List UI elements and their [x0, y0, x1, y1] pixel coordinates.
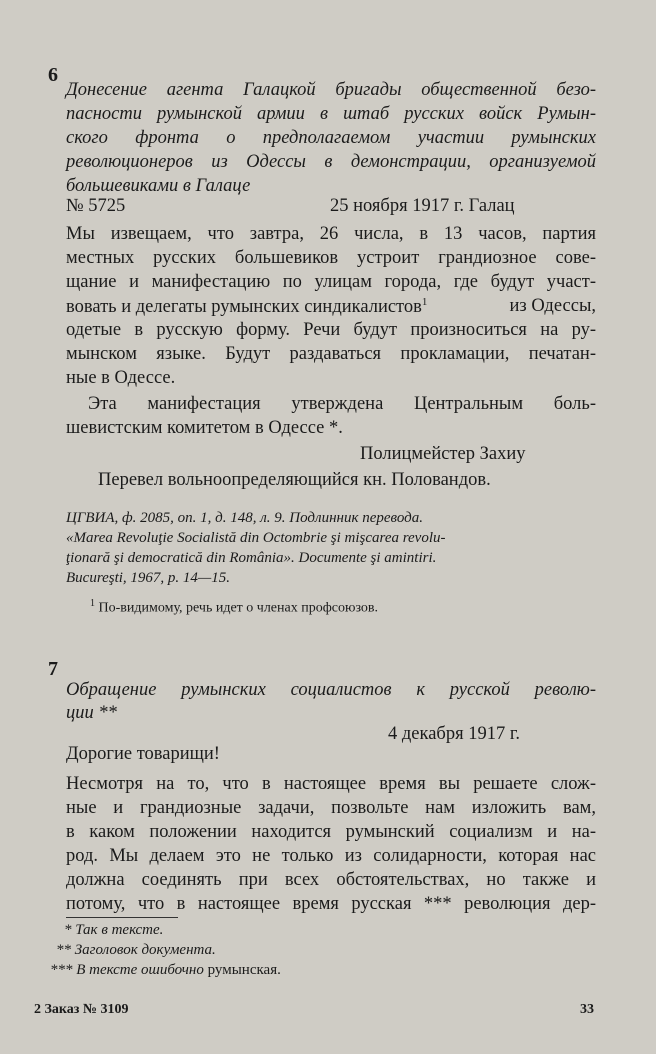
footnote-plain: румынская.	[207, 962, 281, 978]
footnote	[90, 598, 378, 617]
document-date-place: 25 ноября 1917 г. Галац	[330, 196, 515, 216]
source-line: Bucureşti, 1967, p. 14—15.	[66, 570, 231, 586]
footnote-italic: *** В тексте ошибочно	[50, 962, 204, 978]
body-line: ные в Одессе.	[66, 368, 176, 388]
body-line: род. Мы делаем это не только из солидарности, которая нас	[66, 846, 596, 866]
footnote-divider	[66, 917, 178, 918]
footnote-mark: 1	[90, 598, 95, 609]
title-line: пасности румынской армии в штаб русских войск Румын-	[66, 104, 596, 124]
body-line: Мы извещаем, что завтра, 26 числа, в 13 часов, партия	[66, 224, 596, 244]
source-line: «Marea Revoluţie Socialistă din Octombrie şi mişcarea revolu-	[66, 530, 446, 546]
print-order-note: 2 Заказ № 3109	[34, 1002, 129, 1017]
document-reg-number: № 5725	[66, 196, 126, 216]
footnote-text: По-видимому, речь идет о членах профсоюзов.	[98, 600, 379, 616]
title-line: Донесение агента Галацкой бригады общественной безо-	[66, 80, 596, 100]
page-number: 33	[580, 1002, 594, 1017]
translator-note: Перевел вольноопределяющийся кн. Половандов.	[98, 470, 491, 490]
body-line-tail: из Одессы,	[509, 296, 596, 316]
body-line-text: вовать и делегаты румынских синдикалистов	[66, 297, 422, 318]
salutation: Дорогие товарищи!	[66, 744, 220, 764]
footnote: ** Заголовок документа.	[56, 942, 216, 958]
source-line: ţionară şi democratică din România». Documente şi amintiri.	[66, 550, 437, 566]
document-number: 6	[48, 64, 58, 86]
body-line: Несмотря на то, что в настоящее время вы решаете слож-	[66, 774, 596, 794]
footnote: * Так в тексте.	[64, 922, 164, 938]
signature: Полицмейстер Захиу	[360, 444, 526, 464]
body-line: в каком положении находится румынский социализм и на-	[66, 822, 596, 842]
body-line: должна соединять при всех обстоятельствах, но также и	[66, 870, 596, 890]
body-line: Эта манифестация утверждена Центральным боль-	[88, 394, 596, 414]
body-line: шевистским комитетом в Одессе *.	[66, 418, 343, 438]
title-line: Обращение румынских социалистов к русской револю-	[66, 680, 596, 700]
body-line: щание и манифестацию по улицам города, где будут участ-	[66, 272, 596, 292]
document-date: 4 декабря 1917 г.	[388, 724, 520, 744]
body-line	[66, 296, 596, 318]
footnote	[50, 962, 281, 979]
document-number: 7	[48, 658, 58, 680]
body-line: одетые в русскую форму. Речи будут произноситься на ру-	[66, 320, 596, 340]
body-line: потому, что в настоящее время русская *** революция дер-	[66, 894, 596, 914]
body-line: местных русских большевиков устроит грандиозное сове-	[66, 248, 596, 268]
source-line: ЦГВИА, ф. 2085, оп. 1, д. 148, л. 9. Подлинник перевода.	[66, 510, 423, 526]
title-line: большевиками в Галаце	[66, 176, 251, 196]
title-line: ции **	[66, 703, 117, 723]
body-line: ные и грандиозные задачи, позвольте нам изложить вам,	[66, 798, 596, 818]
title-line: ского фронта о предполагаемом участии румынских	[66, 128, 596, 148]
body-line: мынском языке. Будут раздаваться прокламации, печатан-	[66, 344, 596, 364]
footnote-ref: 1	[421, 296, 428, 308]
title-line: революционеров из Одессы в демонстрации, организуемой	[66, 152, 596, 172]
